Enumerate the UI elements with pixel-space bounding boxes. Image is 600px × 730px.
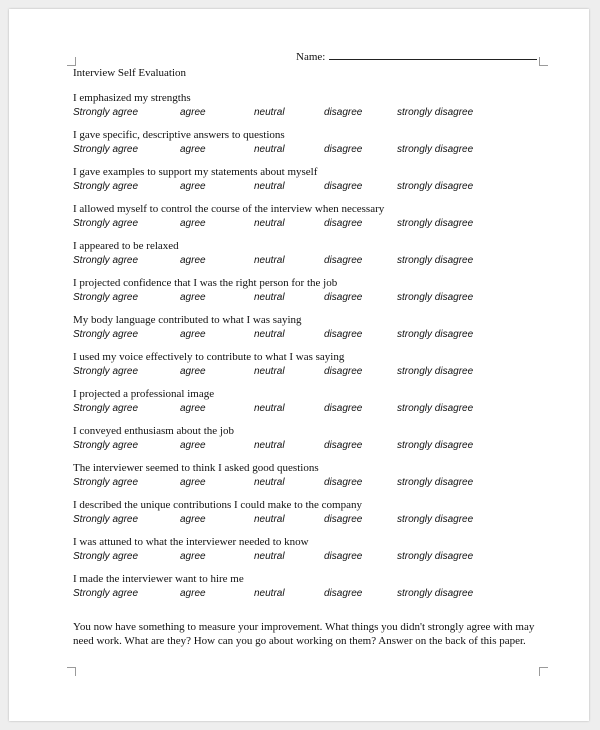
question-text: I emphasized my strengths [73, 92, 191, 104]
rating-option[interactable]: Strongly agree [73, 514, 139, 525]
rating-option[interactable]: strongly disagree [397, 366, 474, 377]
rating-option[interactable]: strongly disagree [397, 551, 474, 562]
name-blank-line[interactable] [329, 50, 537, 60]
rating-option[interactable]: neutral [254, 144, 285, 155]
rating-option[interactable]: agree [180, 366, 206, 377]
name-label: Name: [296, 51, 326, 63]
rating-option[interactable]: disagree [324, 218, 363, 229]
rating-option[interactable]: neutral [254, 181, 285, 192]
rating-option[interactable]: disagree [324, 329, 363, 340]
name-field [296, 50, 537, 63]
rating-option[interactable]: Strongly agree [73, 292, 139, 303]
rating-option[interactable]: strongly disagree [397, 588, 474, 599]
rating-option[interactable]: Strongly agree [73, 588, 139, 599]
rating-option[interactable]: strongly disagree [397, 181, 474, 192]
rating-option[interactable]: agree [180, 107, 206, 118]
rating-option[interactable]: disagree [324, 107, 363, 118]
rating-option[interactable]: disagree [324, 403, 363, 414]
question-text: I made the interviewer want to hire me [73, 573, 244, 585]
rating-option[interactable]: neutral [254, 551, 285, 562]
rating-option[interactable]: disagree [324, 292, 363, 303]
rating-option[interactable]: agree [180, 440, 206, 451]
rating-option[interactable]: strongly disagree [397, 255, 474, 266]
question-item [9, 348, 589, 385]
rating-option[interactable]: strongly disagree [397, 218, 474, 229]
rating-option[interactable]: Strongly agree [73, 144, 139, 155]
rating-option[interactable]: neutral [254, 588, 285, 599]
crop-mark-bottom-right [539, 667, 548, 676]
rating-option[interactable]: Strongly agree [73, 255, 139, 266]
question-item [9, 311, 589, 348]
rating-option[interactable]: agree [180, 551, 206, 562]
rating-option[interactable]: neutral [254, 514, 285, 525]
rating-option[interactable]: disagree [324, 551, 363, 562]
rating-option[interactable]: strongly disagree [397, 329, 474, 340]
question-text: I projected confidence that I was the right person for the job [73, 277, 338, 289]
rating-option[interactable]: agree [180, 329, 206, 340]
rating-option[interactable]: neutral [254, 403, 285, 414]
question-text: I allowed myself to control the course of the interview when necessary [73, 203, 385, 215]
rating-option[interactable]: neutral [254, 329, 285, 340]
rating-option[interactable]: Strongly agree [73, 181, 139, 192]
rating-option[interactable]: Strongly agree [73, 218, 139, 229]
crop-mark-top-right [539, 57, 548, 66]
rating-option[interactable]: agree [180, 255, 206, 266]
form-title: Interview Self Evaluation [73, 67, 187, 79]
rating-option[interactable]: disagree [324, 366, 363, 377]
rating-option[interactable]: disagree [324, 440, 363, 451]
question-text: I conveyed enthusiasm about the job [73, 425, 234, 437]
rating-option[interactable]: agree [180, 218, 206, 229]
document-page [9, 9, 589, 721]
rating-option[interactable]: Strongly agree [73, 440, 139, 451]
question-text: I was attuned to what the interviewer needed to know [73, 536, 309, 548]
rating-option[interactable]: disagree [324, 514, 363, 525]
question-text: I used my voice effectively to contribute to what I was saying [73, 351, 345, 363]
rating-option[interactable]: disagree [324, 144, 363, 155]
rating-option[interactable]: Strongly agree [73, 366, 139, 377]
rating-option[interactable]: agree [180, 181, 206, 192]
question-item [9, 237, 589, 274]
rating-option[interactable]: Strongly agree [73, 551, 139, 562]
rating-option[interactable]: disagree [324, 477, 363, 488]
question-text: I gave specific, descriptive answers to questions [73, 129, 285, 141]
rating-option[interactable]: disagree [324, 181, 363, 192]
question-item [9, 200, 589, 237]
rating-option[interactable]: agree [180, 144, 206, 155]
question-item [9, 274, 589, 311]
rating-option[interactable]: strongly disagree [397, 514, 474, 525]
question-text: I projected a professional image [73, 388, 215, 400]
rating-option[interactable]: strongly disagree [397, 107, 474, 118]
rating-option[interactable]: strongly disagree [397, 477, 474, 488]
rating-option[interactable]: strongly disagree [397, 440, 474, 451]
rating-option[interactable]: neutral [254, 107, 285, 118]
rating-option[interactable]: agree [180, 403, 206, 414]
question-text: I gave examples to support my statements about myself [73, 166, 318, 178]
question-text: I described the unique contributions I could make to the company [73, 499, 362, 511]
rating-option[interactable]: neutral [254, 366, 285, 377]
rating-option[interactable]: agree [180, 477, 206, 488]
rating-option[interactable]: Strongly agree [73, 329, 139, 340]
rating-option[interactable]: neutral [254, 440, 285, 451]
question-list [9, 89, 589, 607]
crop-mark-top-left [67, 57, 76, 66]
rating-option[interactable]: neutral [254, 292, 285, 303]
rating-option[interactable]: disagree [324, 255, 363, 266]
question-item [9, 570, 589, 607]
rating-option[interactable]: neutral [254, 255, 285, 266]
rating-option[interactable]: neutral [254, 218, 285, 229]
question-item [9, 385, 589, 422]
rating-option[interactable]: strongly disagree [397, 403, 474, 414]
question-text: The interviewer seemed to think I asked good questions [73, 462, 319, 474]
question-text: My body language contributed to what I was saying [73, 314, 302, 326]
question-item [9, 459, 589, 496]
rating-option[interactable]: agree [180, 588, 206, 599]
crop-mark-bottom-left [67, 667, 76, 676]
rating-option[interactable]: agree [180, 292, 206, 303]
rating-option[interactable]: disagree [324, 588, 363, 599]
question-item [9, 126, 589, 163]
question-item [9, 533, 589, 570]
question-item [9, 422, 589, 459]
question-item [9, 89, 589, 126]
question-item [9, 496, 589, 533]
rating-option[interactable]: Strongly agree [73, 403, 139, 414]
rating-option[interactable]: agree [180, 514, 206, 525]
rating-option[interactable]: strongly disagree [397, 144, 474, 155]
closing-instructions: You now have something to measure your improvement. What things you didn't strongly agree with may need work. What are they? How can you go about working on them? Answer on the back of this paper. [73, 621, 535, 647]
question-item [9, 163, 589, 200]
rating-option[interactable]: neutral [254, 477, 285, 488]
rating-option[interactable]: strongly disagree [397, 292, 474, 303]
question-text: I appeared to be relaxed [73, 240, 179, 252]
rating-option[interactable]: Strongly agree [73, 477, 139, 488]
rating-option[interactable]: Strongly agree [73, 107, 139, 118]
